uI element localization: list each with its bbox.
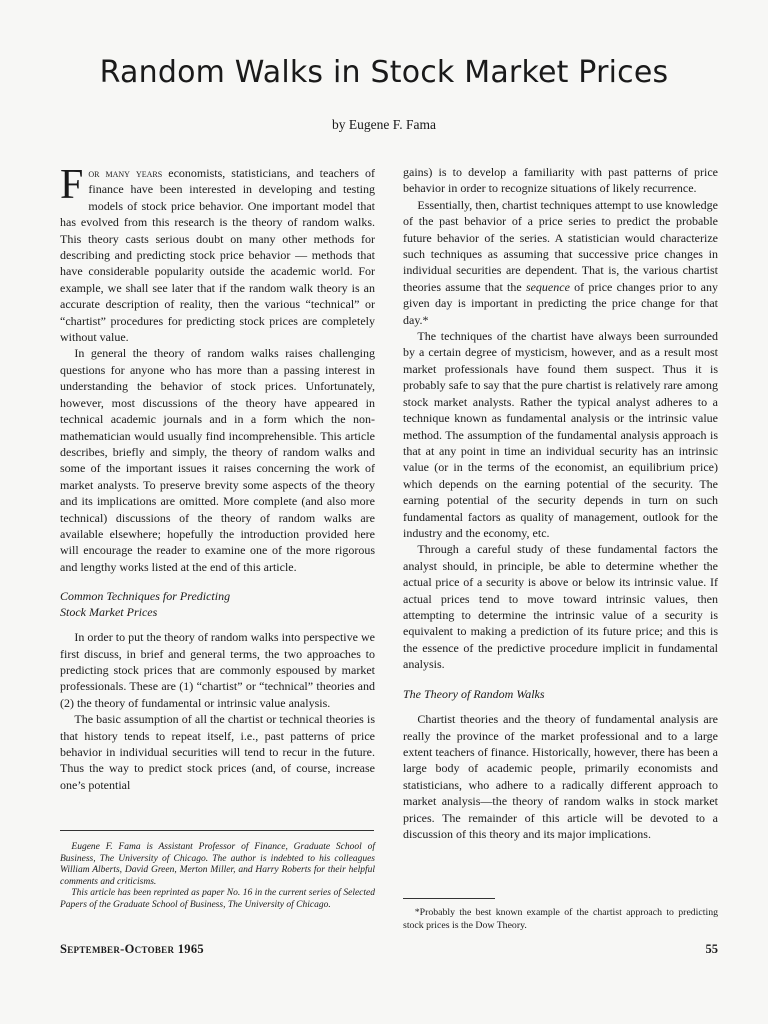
intro-paragraph-text: economists, statisticians, and teachers of finance have been interested in developing and testing models of stock price behavior. One important model that has evolved from this research is the theory of random walks. This theory casts serious doubt on many other methods for describing and predicting stock price behavior — methods that have considerable popularity outside the academic world. For example, we shall see later that if the random walk theory is an accurate description of reality, then the various “technical” or “chartist” procedures for predicting stock prices are completely without value.	[60, 166, 375, 345]
body-paragraph: The basic assumption of all the chartist or technical theories is that history tends to repeat itself, i.e., past patterns of price behavior in individual securities will tend to recur in the future. Thus the way to predict stock prices (and, of course, increase one’s potential	[60, 712, 375, 792]
author-note	[60, 842, 375, 912]
right-column	[403, 164, 718, 842]
reprint-note: This article has been reprinted as paper No. 16 in the current series of Selected Papers of the Graduate School of Business, The University of Chicago.	[60, 888, 375, 910]
article-title: Random Walks in Stock Market Prices	[99, 55, 669, 90]
lead-in-smallcaps: or many years	[88, 166, 163, 180]
body-paragraph: In general the theory of random walks raises challenging questions for anyone who has more than a passing interest in understanding the behavior of stock prices. Unfortunately, however, most discussions of the theory have appeared in technical academic journals and in a form which the non-mathematician would usually find incomprehensible. This article describes, briefly and simply, the theory of random walks and some of the important issues it raises concerning the work of market analysts. To preserve brevity some aspects of the theory and its implications are omitted. More complete (and also more technical) discussions of the theory of random walks are available elsewhere; hopefully the introduction provided here will encourage the reader to examine one of the more rigorous and lengthy works listed at the end of this article.	[60, 346, 375, 574]
footnote-rule	[403, 898, 495, 899]
left-column	[60, 162, 375, 793]
body-paragraph: In order to put the theory of random walks into perspective we first discuss, in brief and general terms, the two approaches to predicting stock prices that are commonly espoused by market professionals. These are (1) “chartist” or “technical” theories and (2) the theory of fundamental or intrinsic value analysis.	[60, 630, 375, 710]
footnote: *Probably the best known example of the chartist approach to predicting stock prices is the Dow Theory.	[403, 907, 718, 931]
body-paragraph: Through a careful study of these fundamental factors the analyst should, in principle, be able to determine whether the actual price of a security is above or below its intrinsic value. If actual prices tend to move toward intrinsic values, then attempting to determine the intrinsic value of a security is equivalent to making a prediction of its future price; and this is the essence of the predictive procedure implicit in fundamental analysis.	[403, 542, 718, 672]
body-paragraph: The techniques of the chartist have always been surrounded by a certain degree of mysticism, however, and as a result most market professionals have found them suspect. Thus it is probably safe to say that the pure chartist is relatively rare among stock market analysts. Rather the typical analyst adheres to a technique known as fundamental analysis or the intrinsic value method. The assumption of the fundamental analysis approach is that at any point in time an individual security has an intrinsic value (or in the terms of the economist, an equilibrium price) which depends on the earning potential of the security. The earning potential of the security depends in turn on such fundamental factors as quality of management, outlook for the industry and the economy, etc.	[403, 329, 718, 540]
author-bio: Eugene F. Fama is Assistant Professor of Finance, Graduate School of Business, The University of Chicago. The author is indebted to his colleagues William Alberts, David Green, Merton Miller, and Harry Roberts for their helpful comments and criticisms.	[60, 842, 375, 887]
intro-paragraph	[60, 162, 375, 345]
page-number: 55	[705, 942, 718, 956]
author-note-rule	[60, 830, 374, 831]
byline: by Eugene F. Fama	[332, 117, 436, 132]
drop-cap: F	[60, 162, 84, 208]
body-paragraph: gains) is to develop a familiarity with past patterns of price behavior in order to recognize situations of likely recurrence.	[403, 165, 718, 196]
emphasis: sequence	[525, 279, 570, 294]
section-heading: Common Techniques for Predicting Stock Market Prices	[60, 589, 231, 619]
issue-date: September-October 1965	[60, 942, 204, 956]
body-paragraph: Essentially, then, chartist techniques attempt to use knowledge of the past behavior of a price series to predict the probable future behavior of the series. A statistician would characterize such techniques as assuming that successive price changes in individual securities are dependent. That is, the various chartist theories assume that the sequence of price changes prior to any given day is important in predicting the price change for that day.*	[403, 197, 718, 327]
body-paragraph: Chartist theories and the theory of fundamental analysis are really the province of the market professional and to a large extent teachers of finance. Historically, however, there has been a large body of academic people, primarily economists and statisticians, who adhere to a radically different approach to market analysis—the theory of random walks in stock market prices. The remainder of this article will be devoted to a discussion of this theory and its major implications.	[403, 712, 718, 841]
section-heading: The Theory of Random Walks	[403, 686, 545, 701]
